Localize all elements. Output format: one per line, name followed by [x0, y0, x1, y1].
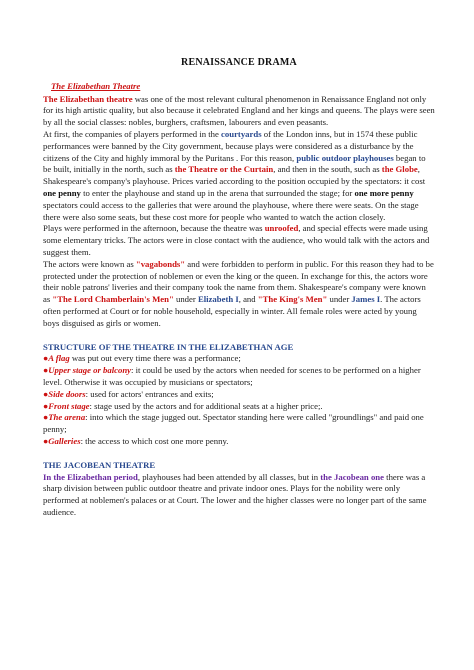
document-page	[43, 48, 435, 519]
section-subtitle: The Elizabethan Theatre	[51, 80, 141, 91]
term-public-outdoor-playhouses: public outdoor playhouses	[296, 152, 394, 163]
text: , and	[238, 294, 258, 305]
text: , Shakespeare's company's playhouse. Prices varied according to the position occupied by the spectators: it cost	[43, 164, 426, 187]
paragraph-actors	[43, 259, 435, 330]
heading-jacobean: THE JACOBEAN THEATRE	[43, 459, 156, 470]
term-courtyards: courtyards	[221, 128, 262, 139]
list-item-term: Front stage	[48, 400, 90, 411]
spacer	[43, 330, 435, 342]
text: . The actors often performed at Court or for noble household, especially in winter. All female roles were acted by young boys disguised as girls or women.	[43, 294, 421, 328]
list-item-term: A flag	[48, 353, 70, 364]
text: , and special effects were made using some elementary tricks. The actors were in close contact with the audience, who would talk with the actors and suggest them.	[43, 223, 430, 257]
text: , playhouses had been attended by all classes, but in	[137, 471, 321, 482]
text: of the London inns, but in 1574 these public performances were banned by the City government, because plays were considered as a disturbance by the citizens of the City and highly immoral by the Puritans . For this reason,	[43, 128, 418, 163]
heading-structure: STRUCTURE OF THE THEATRE IN THE ELIZABETHAN AGE	[43, 341, 294, 352]
text: under	[173, 294, 198, 305]
term-lord-chamberlains-men: "The Lord Chamberlain's Men"	[52, 294, 174, 305]
text: under	[327, 294, 352, 305]
text: spectators could access to the galleries that were around the playhouse, where there were seats. On the stage there were also some seats, but these cost more for people who wanted to watch the action closely.	[43, 199, 419, 222]
list-item	[43, 389, 435, 401]
list-item-text: : stage used by the actors and for additional seats at a higher price;.	[89, 400, 323, 411]
text: The actors were known as	[43, 258, 136, 269]
bullet-icon: ●	[43, 412, 49, 423]
text: or	[217, 164, 231, 175]
text: was one of the most relevant cultural phenomenon in Renaissance England not only for its high artistic quality, but also because it celebrated England and her kings and queens. The plays were seen by all the social classes: nobles, burghers, craftsmen, labourers and even peasants.	[43, 93, 435, 128]
list-item	[43, 353, 435, 365]
list-item-text: : used for actors' entrances and exits;	[85, 388, 214, 399]
term-the-globe: the Globe	[381, 164, 418, 175]
term-jacobean-one: the Jacobean one	[320, 471, 384, 482]
term-elizabeth-i: Elizabeth I	[197, 294, 239, 305]
list-item-term: Upper stage or balcony	[48, 365, 132, 376]
list-item-term: Galleries	[48, 435, 81, 446]
paragraph-elizabethan-theatre	[43, 94, 435, 129]
text: and were forbidden to perform in public. For this reason they had to be protected under the protection of noblemen or even the king or the queen. In exchange for this, the actors wore their noble patrons' liveries and their company took the name from them. Shakespeare's company were known as	[43, 258, 434, 305]
list-item-term: The arena	[48, 412, 86, 423]
list-item-text: : it could be used by the actors when needed for scenes to be performed on a higher level. Otherwise it was occupied by musicians or spectators;	[43, 365, 421, 387]
list-item	[43, 365, 435, 389]
text: there was a sharp division between public outdoor theatre and private indoor ones. Plays for the nobility were only performed at noblemen's palaces or at Court. The lower and the higher classes were no longer part of the same audience.	[43, 471, 427, 517]
list-item-text: : into which the stage jugged out. Spectator standing here were called "groundlings" and paid one penny;	[43, 412, 424, 435]
bullet-icon: ●	[43, 435, 49, 446]
bullet-icon: ●	[43, 400, 49, 411]
list-item	[43, 436, 435, 448]
bullet-icon: ●	[43, 353, 49, 364]
paragraph-playhouses	[43, 129, 435, 223]
term-one-more-penny: one more penny	[354, 187, 414, 198]
list-item-term: Side doors	[48, 388, 86, 399]
term-vagabonds: "vagabonds"	[135, 258, 186, 269]
spacer	[43, 448, 435, 460]
paragraph-jacobean	[43, 472, 435, 519]
text: At first, the companies of players performed in the	[43, 128, 222, 139]
text: to enter the playhouse and stand up in the arena that surrounded the stage; for	[80, 187, 355, 198]
term-elizabethan-period: In the Elizabethan period	[43, 471, 138, 482]
term-elizabethan-theatre: The Elizabethan theatre	[43, 93, 133, 104]
term-the-theatre: the Theatre	[174, 164, 218, 175]
term-unroofed: unroofed	[264, 223, 299, 234]
structure-list	[43, 353, 435, 447]
list-item-text: was put out every time there was a performance;	[69, 353, 241, 364]
term-one-penny: one penny	[43, 187, 81, 198]
list-item	[43, 412, 435, 436]
term-james-i: James I	[351, 294, 381, 305]
bullet-icon: ●	[43, 388, 49, 399]
text: Plays were performed in the afternoon, because the theatre was	[43, 223, 265, 234]
text: began to be built, initially in the north, such as	[43, 152, 426, 175]
term-kings-men: "The King's Men"	[257, 294, 328, 305]
page-title: RENAISSANCE DRAMA	[181, 57, 297, 68]
bullet-icon: ●	[43, 365, 49, 376]
list-item-text: : the access to which cost one more penny.	[80, 435, 229, 446]
list-item	[43, 401, 435, 413]
term-the-curtain: the Curtain	[230, 164, 274, 175]
paragraph-performances	[43, 223, 435, 258]
text: , and then in the south, such as	[273, 164, 382, 175]
